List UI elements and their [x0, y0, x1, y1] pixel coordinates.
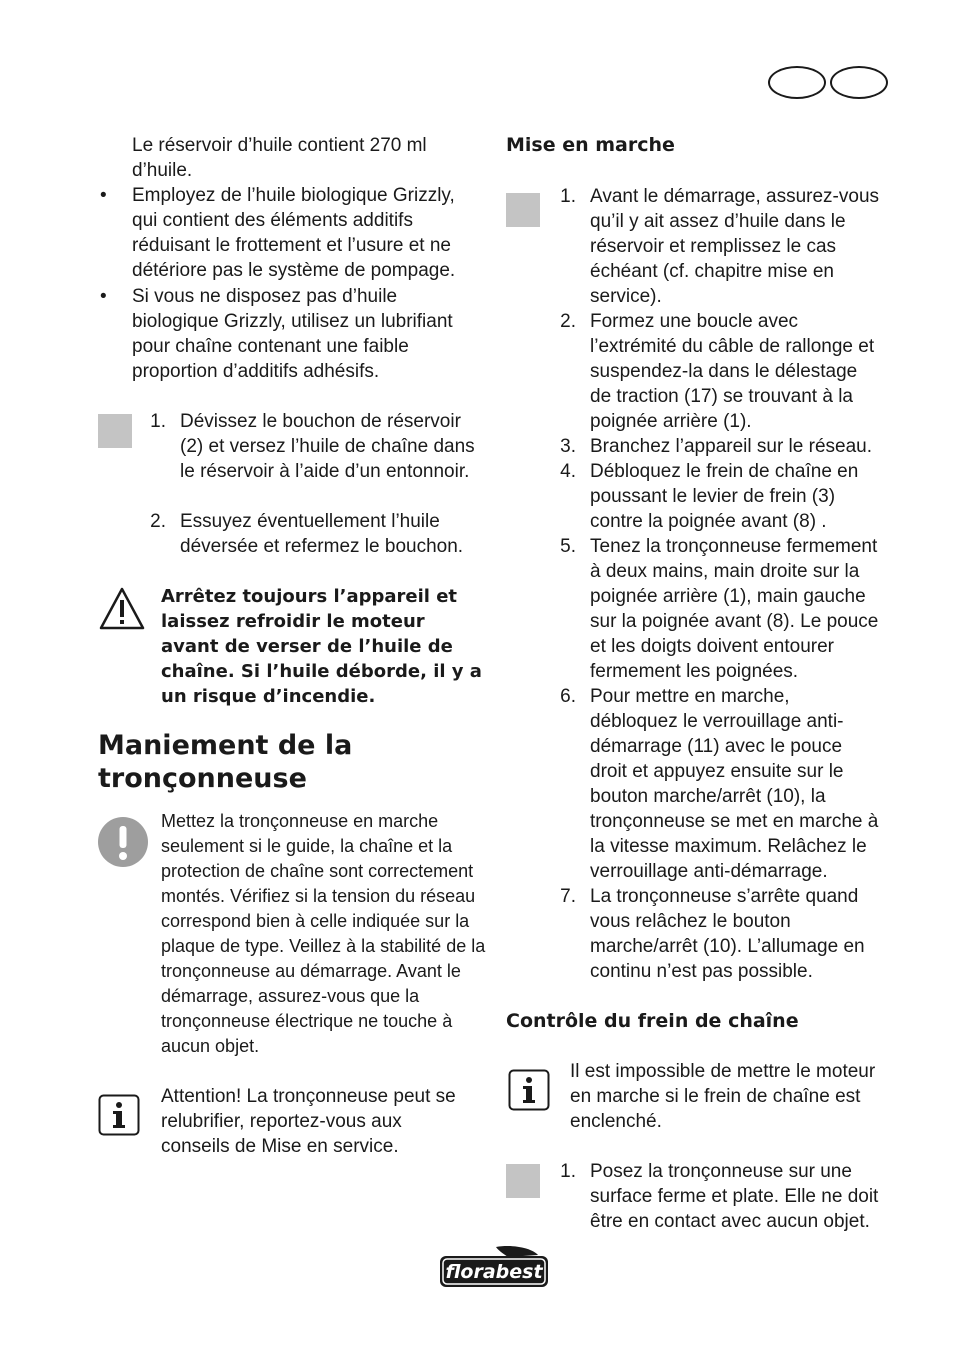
info-text: Attention! La tronçonneuse peut se relubrifier, reportez-vous aux conseils de Mise en service.	[161, 1086, 456, 1157]
step-marker-square	[506, 193, 540, 227]
step-text: Avant le démarrage, assurez-vous qu’il y ait assez d’huile dans le réservoir et remplissez le cas échéant (cf. chapitre mise en service).	[590, 186, 880, 307]
florabest-logo	[438, 1245, 550, 1289]
exclamation-circle-icon	[98, 817, 148, 867]
warning-text: Arrêtez toujours l’appareil et laissez refroidir le moteur avant de verser de l’huile de chaîne. Si l’huile déborde, il y a un risque d’incendie.	[161, 586, 482, 707]
info-text: Il est impossible de mettre le moteur en marche si le frein de chaîne est enclenché.	[570, 1061, 876, 1132]
info-icon	[508, 1069, 550, 1111]
step-number: 2.	[560, 311, 576, 332]
step-text: Branchez l’appareil sur le réseau.	[590, 436, 872, 457]
step-number: 4.	[560, 461, 576, 482]
step-text: Tenez la tronçonneuse fermement à deux mains, main droite sur la poignée arrière (1), main gauche sur la poignée avant (8). Le pouce et les doigts doivent entourer fermement les poignées.	[590, 536, 879, 682]
step-number: 1.	[150, 411, 166, 432]
section-heading: Contrôle du frein de chaîne	[506, 1010, 799, 1032]
bullet-marker: •	[100, 286, 107, 307]
step-number: 1.	[560, 1161, 576, 1182]
step-text: Débloquez le frein de chaîne en poussant le levier de frein (3) contre la poignée avant (8) .	[590, 461, 859, 532]
step-text: Pour mettre en marche, débloquez le verrouillage anti-démarrage (11) avec le pouce droit et appuyez ensuite sur le bouton marche/arrêt (10), la tronçonneuse se met en marche à la vitesse maximum. Relâchez le verrouillage anti-démarrage.	[590, 686, 879, 882]
step-marker-square	[98, 414, 132, 448]
step-text: Formez une boucle avec l’extrémité du câble de rallonge et suspendez-la dans le délestage de traction (17) se trouvant à la poignée arrière (1).	[590, 311, 875, 432]
logo-text: florabest	[445, 1261, 543, 1283]
step-text: La tronçonneuse s’arrête quand vous relâchez le bouton marche/arrêt (10). L’allumage en continu n’est pas possible.	[590, 886, 865, 982]
language-pill-left	[768, 66, 826, 99]
step-number: 6.	[560, 686, 576, 707]
step-number: 7.	[560, 886, 576, 907]
step-text: Posez la tronçonneuse sur une surface ferme et plate. Elle ne doit être en contact avec aucun objet.	[590, 1161, 879, 1232]
bullet-text: Employez de l’huile biologique Grizzly, qui contient des éléments additifs réduisant le frottement et l’usure et ne détériore pas le système de pompage.	[132, 185, 456, 281]
step-number: 3.	[560, 436, 576, 457]
step-number: 2.	[150, 511, 166, 532]
intro-paragraph: Le réservoir d’huile contient 270 ml d’huile.	[132, 135, 427, 181]
language-pill-right	[830, 66, 888, 99]
notice-text: Mettez la tronçonneuse en marche seulement si le guide, la chaîne et la protection de chaîne sont correctement montés. Vérifiez si la tension du réseau correspond bien à celle indiquée sur la plaque de type. Veillez à la stabilité de la tronçonneuse au démarrage. Avant le démarrage, assurez-vous que la tronçonneuse électrique ne touche à aucun objet.	[161, 811, 486, 1056]
bullet-marker: •	[100, 185, 107, 206]
section-heading: Maniement de la tronçonneuse	[98, 730, 353, 794]
step-text: Essuyez éventuellement l’huile déversée et refermez le bouchon.	[180, 511, 464, 557]
warning-triangle-icon	[98, 586, 146, 632]
step-number: 1.	[560, 186, 576, 207]
step-marker-square	[506, 1164, 540, 1198]
step-text: Dévissez le bouchon de réservoir (2) et versez l’huile de chaîne dans le réservoir à l’aide d’un entonnoir.	[180, 411, 475, 482]
bullet-text: Si vous ne disposez pas d’huile biologique Grizzly, utilisez un lubrifiant pour chaîne contenant une faible proportion d’additifs adhésifs.	[132, 286, 453, 382]
section-heading: Mise en marche	[506, 134, 675, 156]
step-number: 5.	[560, 536, 576, 557]
info-icon	[98, 1094, 140, 1136]
